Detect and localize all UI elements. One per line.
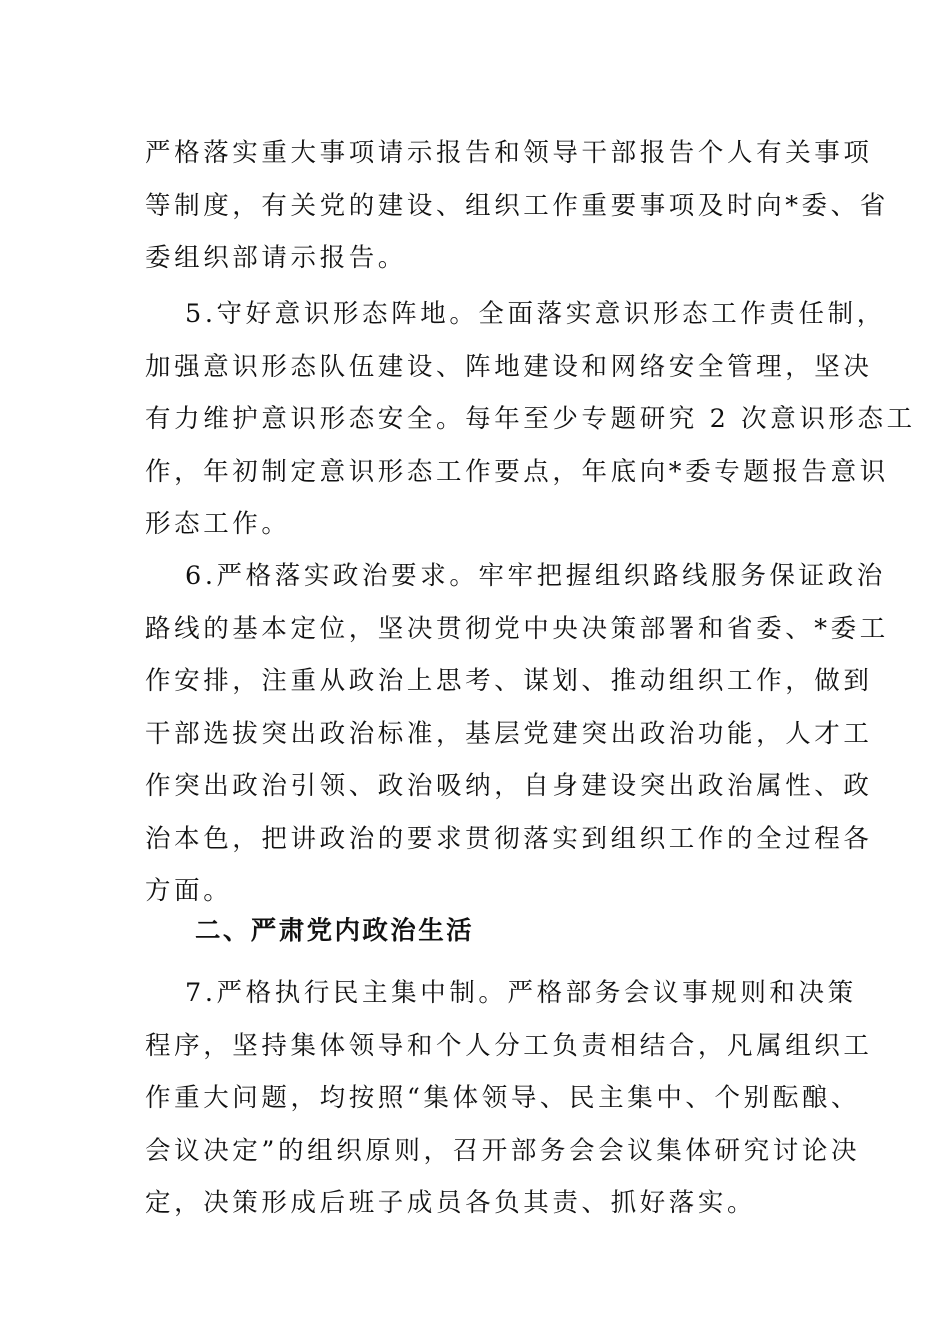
- paragraph-line: 形态工作。: [145, 509, 291, 539]
- paragraph-line: 作，年初制定意识形态工作要点，年底向*委专题报告意识: [145, 456, 889, 487]
- paragraph-line: 方面。: [145, 876, 233, 906]
- paragraph-line: 7.严格执行民主集中制。严格部务会议事规则和决策: [185, 978, 857, 1008]
- paragraph-line: 5.守好意识形态阵地。全面落实意识形态工作责任制，: [185, 299, 886, 329]
- paragraph-line: 有力维护意识形态安全。每年至少专题研究 2 次意识形态工: [145, 404, 916, 434]
- paragraph-6: [145, 550, 889, 918]
- paragraph-line: 委组织部请示报告。: [145, 243, 407, 273]
- paragraph-line: 会议决定”的组织原则，召开部务会会议集体研究讨论决: [145, 1135, 861, 1166]
- paragraph-line: 等制度，有关党的建设、组织工作重要事项及时向*委、省: [145, 190, 889, 221]
- paragraph-line: 治本色，把讲政治的要求贯彻落实到组织工作的全过程各: [145, 823, 873, 854]
- paragraph-line: 作安排，注重从政治上思考、谋划、推动组织工作，做到: [145, 666, 873, 696]
- paragraph-7: [145, 967, 873, 1230]
- paragraph-intro: [145, 127, 889, 285]
- paragraph-line: 作突出政治引领、政治吸纳，自身建设突出政治属性、政: [145, 771, 873, 801]
- paragraph-line: 程序，坚持集体领导和个人分工负责相结合，凡属组织工: [145, 1030, 873, 1061]
- paragraph-line: 路线的基本定位，坚决贯彻党中央决策部署和省委、*委工: [145, 613, 889, 644]
- paragraph-line: 作重大问题，均按照“集体领导、民主集中、个别酝酿、: [145, 1083, 861, 1113]
- section-heading: 二、严肃党内政治生活: [195, 916, 475, 946]
- paragraph-line: 干部选拔突出政治标准，基层党建突出政治功能，人才工: [145, 718, 873, 749]
- paragraph-5: [145, 288, 916, 551]
- paragraph-line: 定，决策形成后班子成员各负其责、抓好落实。: [145, 1188, 757, 1218]
- paragraph-line: 加强意识形态队伍建设、阵地建设和网络安全管理，坚决: [145, 351, 873, 382]
- paragraph-line: 6.严格落实政治要求。牢牢把握组织路线服务保证政治: [185, 561, 886, 591]
- paragraph-line: 严格落实重大事项请示报告和领导干部报告个人有关事项: [145, 138, 873, 168]
